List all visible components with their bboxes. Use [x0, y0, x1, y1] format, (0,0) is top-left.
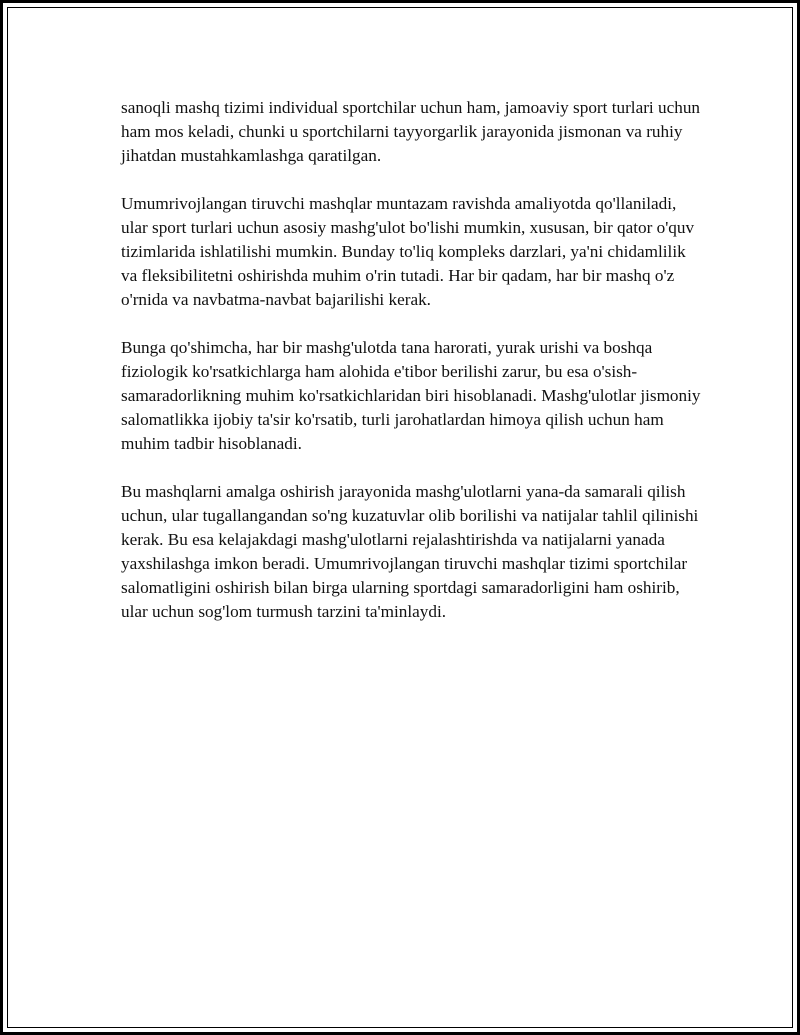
paragraph-1: sanoqli mashq tizimi individual sportchilar uchun ham, jamoaviy sport turlari uchun ham mos keladi, chunki u sportchilarni tayyorgarlik jarayonida jismonan va ruhiy jihatdan mustahkamlashga qaratilgan.	[121, 98, 701, 165]
document-body	[121, 96, 701, 648]
paragraph-4: Bu mashqlarni amalga oshirish jarayonida mashg'ulotlarni yana-da samarali qilish uchun, ular tugallangandan so'ng kuzatuvlar olib borilishi va natijalar tahlil qilinishi kerak. Bu esa kelajakdagi mashg'ulotlarni rejalashtirishda va natijalarni yanada yaxshilashga imkon beradi. Umumrivojlangan tiruvchi mashqlar tizimi sportchilar salomatligini oshirish bilan birga ularning sportdagi samaradorligini ham oshirib, ular uchun sog'lom turmush tarzini ta'minlaydi.	[121, 482, 699, 621]
paragraph-2: Umumrivojlangan tiruvchi mashqlar muntazam ravishda amaliyotda qo'llaniladi, ular sport turlari uchun asosiy mashg'ulot bo'lishi mumkin, xususan, bir qator o'quv tizimlarida ishlatilishi mumkin. Bunday to'liq kompleks darzlari, ya'ni chidamlilik va fleksibilitetni oshirishda muhim o'rin tutadi. Har bir qadam, har bir mashq o'z o'rnida va navbatma-navbat bajarilishi kerak.	[121, 194, 695, 309]
paragraph-3: Bunga qo'shimcha, har bir mashg'ulotda tana harorati, yurak urishi va boshqa fiziologik ko'rsatkichlarga ham alohida e'tibor berilishi zarur, bu esa o'sish-samaradorlikning muhim ko'rsatkichlaridan biri hisoblanadi. Mashg'ulotlar jismoniy salomatlikka ijobiy ta'sir ko'rsatib, turli jarohatlardan himoya qilish uchun ham muhim tadbir hisoblanadi.	[121, 338, 701, 453]
